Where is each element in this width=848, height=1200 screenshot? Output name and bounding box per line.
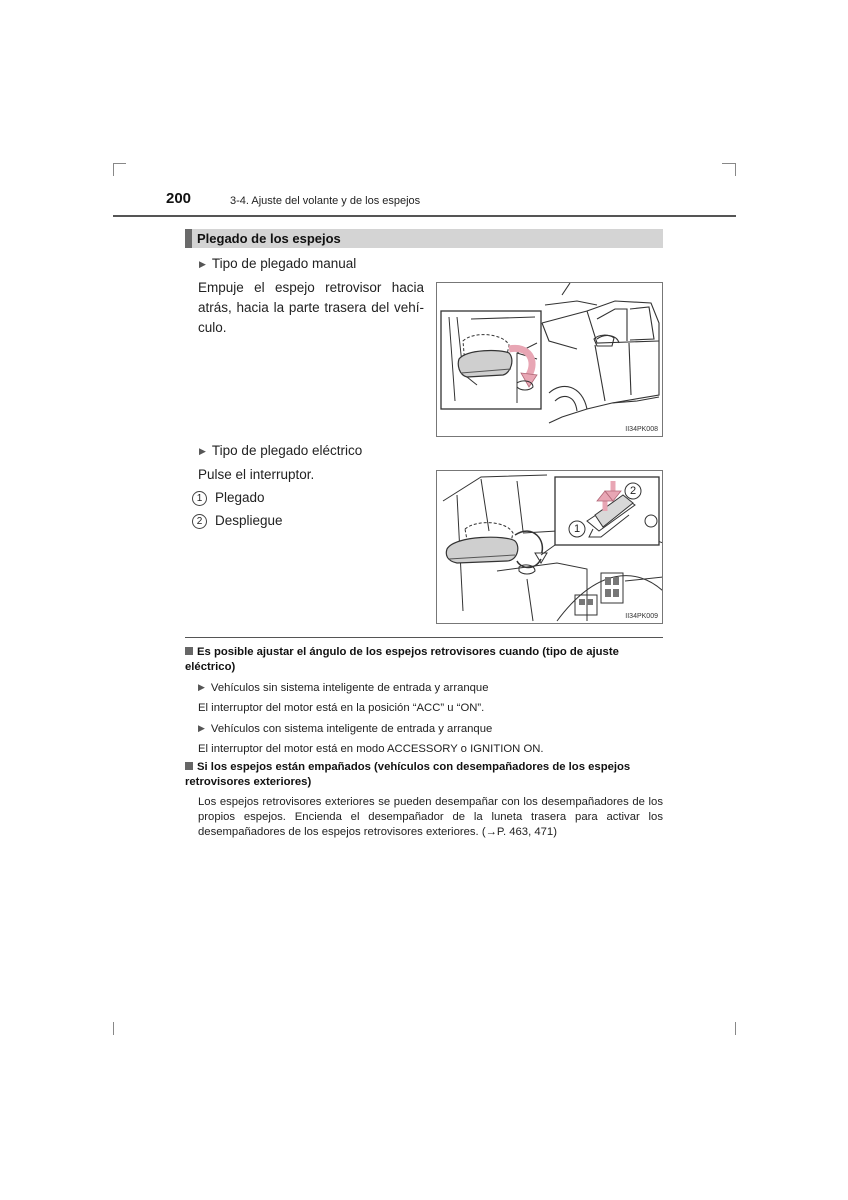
notes-rule	[185, 637, 663, 638]
note-bullet-text: Vehículos sin sistema inteligente de entrada y arranque	[210, 682, 489, 694]
note-heading	[185, 760, 663, 790]
manual-paragraph: Empuje el espejo retrovisor hacia atrás, hacia la parte trasera del vehí-culo.	[198, 280, 424, 335]
section-heading-text: Plegado de los espejos	[197, 231, 341, 246]
circled-number: 2	[192, 514, 207, 529]
triangle-bullet-icon: ▶	[198, 723, 205, 733]
square-bullet-icon	[185, 647, 193, 655]
note-paragraph: Los espejos retrovisores exteriores se pueden desempañar con los desempañadores de los propios espejos. Encienda el desempañador de la luneta trasera para activar los desempañadores de los espejos retrovisores exteriores. (→P. 463, 471)	[198, 796, 663, 838]
triangle-bullet-icon: ▶	[199, 259, 206, 269]
figure-code: II34PK009	[625, 613, 658, 620]
electric-subheading-text: Tipo de plegado eléctrico	[211, 443, 363, 458]
list-item	[192, 511, 283, 531]
electric-subheading	[199, 441, 362, 461]
crop-mark-top-left-h	[113, 163, 126, 164]
note-heading	[185, 645, 663, 675]
callout-number-1: 1	[573, 523, 581, 535]
manual-fold-illustration	[436, 282, 663, 437]
crop-mark-top-right-h	[722, 163, 735, 164]
note-bullet-line	[185, 680, 663, 696]
list-item-label: Despliegue	[215, 513, 283, 528]
triangle-bullet-icon: ▶	[198, 682, 205, 692]
note-heading-text: Es posible ajustar el ángulo de los espejos retrovisores cuando (tipo de ajuste eléctrico)	[185, 646, 619, 673]
triangle-bullet-icon: ▶	[199, 446, 206, 456]
electric-paragraph: Pulse el interruptor.	[198, 467, 315, 482]
page-number: 200	[166, 190, 192, 207]
manual-subheading	[199, 254, 356, 274]
note-defogger	[185, 760, 663, 840]
figure-code: II34PK008	[625, 426, 658, 433]
note-heading-text: Si los espejos están empañados (vehículos con desempañadores de los espejos retrovisores exteriores)	[185, 761, 631, 788]
note-text-line: El interruptor del motor está en la posición “ACC” u “ON”.	[198, 702, 485, 714]
note-bullet-line	[185, 721, 663, 737]
note-text-line: El interruptor del motor está en modo ACCESSORY o IGNITION ON.	[198, 743, 544, 755]
callout-number-2: 2	[629, 485, 637, 497]
crop-mark-bottom-right	[735, 1022, 736, 1035]
header-rule	[113, 215, 736, 217]
note-bullet-text: Vehículos con sistema inteligente de entrada y arranque	[210, 723, 493, 735]
crop-mark-bottom-left	[113, 1022, 114, 1035]
manual-subheading-text: Tipo de plegado manual	[211, 256, 357, 271]
square-bullet-icon	[185, 762, 193, 770]
circled-number: 1	[192, 491, 207, 506]
manual-fold-drawing	[437, 283, 663, 437]
list-item-label: Plegado	[215, 490, 265, 505]
crop-mark-top-right-v	[735, 163, 736, 176]
note-angle-adjust	[185, 645, 663, 757]
section-heading	[185, 229, 663, 248]
crop-mark-top-left-v	[113, 163, 114, 176]
electric-fold-illustration	[436, 470, 663, 624]
chapter-title: 3-4. Ajuste del volante y de los espejos	[230, 195, 421, 207]
list-item	[192, 488, 265, 508]
